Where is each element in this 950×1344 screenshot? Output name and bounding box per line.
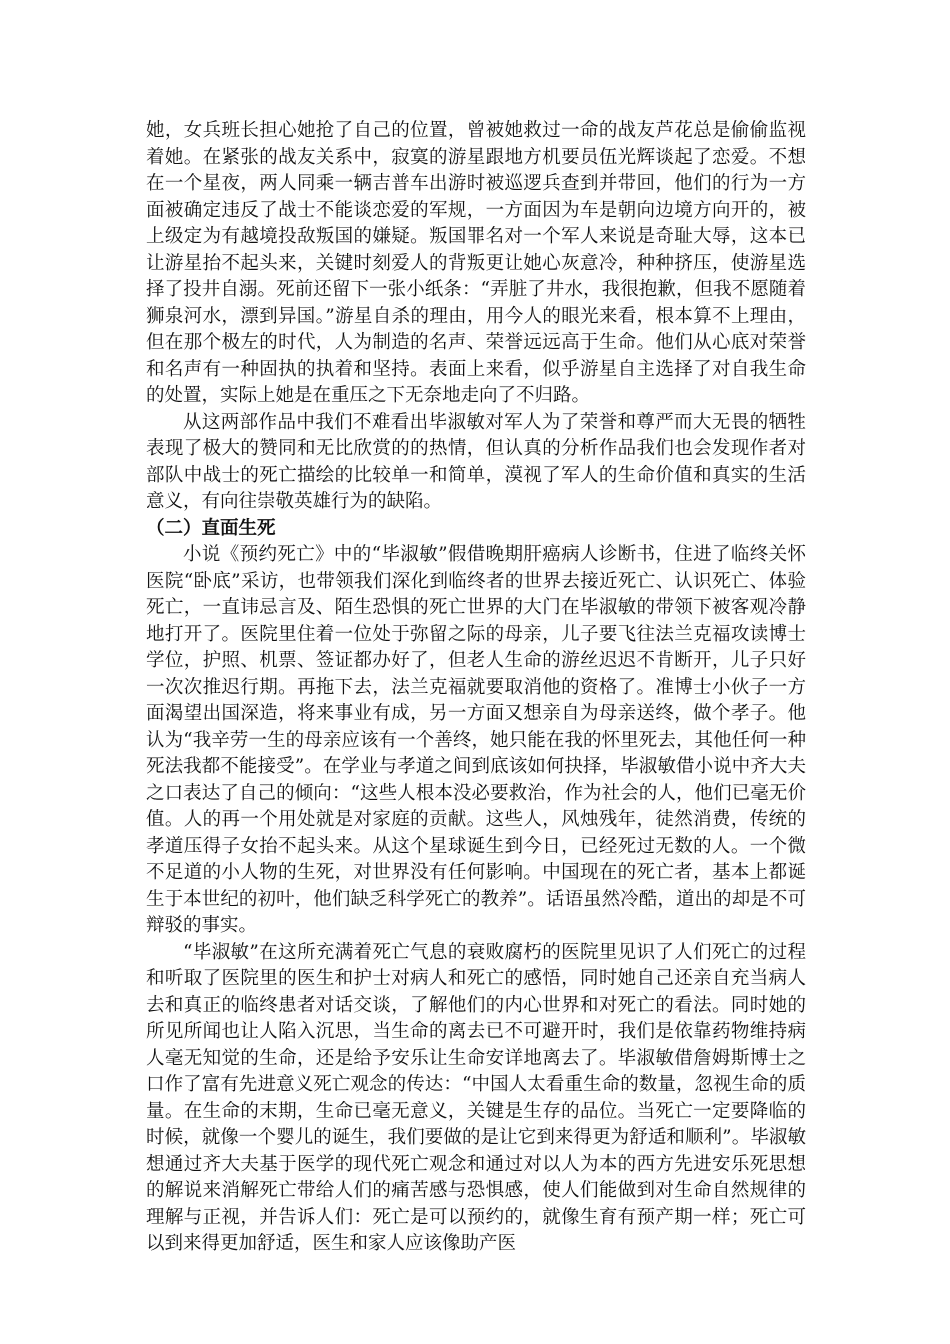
- body-paragraph: 小说《预约死亡》中的“毕淑敏”假借晚期肝癌病人诊断书，住进了临终关怀医院“卧底”采访，也带领我们深化到临终者的世界去接近死亡、认识死亡、体验死亡，一直讳忌言及、陌生恐惧的死亡世界的大门在毕淑敏的带领下被客观冷静地打开了。医院里住着一位处于弥留之际的母亲，儿子要飞往法兰克福攻读博士学位，护照、机票、签证都办好了，但老人生命的游丝迟迟不肯断开，儿子只好一次次推迟行期。再拖下去，法兰克福就要取消他的资格了。准博士小伙子一方面渴望出国深造，将来事业有成，另一方面又想亲自为母亲送终，做个孝子。他认为“我辛劳一生的母亲应该有一个善终，她只能在我的怀里死去，其他任何一种死法我都不能接受”。在学业与孝道之间到底该如何抉择，毕淑敏借小说中齐大夫之口表达了自己的倾向：“这些人根本没必要救治，作为社会的人，他们已毫无价值。人的再一个用处就是对家庭的贡献。这些人，风烛残年，徒然消费，传统的孝道压得子女抬不起头来。从这个星球诞生到今日，已经死过无数的人。一个微不足道的小人物的生死，对世界没有任何影响。中国现在的死亡者，基本上都诞生于本世纪的初叶，他们缺乏科学死亡的教养”。话语虽然冷酷，道出的却是不可辩驳的事实。: [146, 544, 806, 936]
- body-paragraph: “毕淑敏”在这所充满着死亡气息的衰败腐朽的医院里见识了人们死亡的过程和听取了医院里的医生和护士对病人和死亡的感悟，同时她自己还亲自充当病人去和真正的临终患者对话交谈，了解他们的内心世界和对死亡的看法。同时她的所见所闻也让人陷入沉思，当生命的离去已不可避开时，我们是依靠药物维持病人毫无知觉的生命，还是给予安乐让生命安详地离去了。毕淑敏借詹姆斯博士之口作了富有先进意义死亡观念的传达：“中国人太看重生命的数量，忽视生命的质量。在生命的末期，生命已毫无意义，关键是生存的品位。当死亡一定要降临的时候，就像一个婴儿的诞生，我们要做的是让它到来得更为舒适和顺利”。毕淑敏想通过齐大夫基于医学的现代死亡观念和通过对以人为本的西方先进安乐死思想的解说来消解死亡带给人们的痛苦感与恐惧感，使人们能做到对生命自然规律的理解与正视，并告诉人们：死亡是可以预约的，就像生育有预产期一样；死亡可以到来得更加舒适，医生和家人应该像助产医: [146, 941, 806, 1254]
- document-body: [146, 118, 806, 1258]
- body-paragraph: 从这两部作品中我们不难看出毕淑敏对军人为了荣誉和尊严而大无畏的牺牲表现了极大的赞同和无比欣赏的的热情，但认真的分析作品我们也会发现作者对部队中战士的死亡描绘的比较单一和简单，漠视了军人的生命价值和真实的生活意义，有向往崇敬英雄行为的缺陷。: [146, 411, 806, 512]
- section-heading: （二）直面生死: [146, 517, 276, 539]
- body-paragraph: 她，女兵班长担心她抢了自己的位置，曾被她救过一命的战友芦花总是偷偷监视着她。在紧张的战友关系中，寂寞的游星跟地方机要员伍光辉谈起了恋爱。不想在一个星夜，两人同乘一辆吉普车出游时被巡逻兵查到并带回，他们的行为一方面被确定违反了战士不能谈恋爱的军规，一方面因为车是朝向边境方向开的，被上级定为有越境投敌叛国的嫌疑。叛国罪名对一个军人来说是奇耻大辱，这本已让游星抬不起头来，关键时刻爱人的背叛更让她心灰意冷，种种挤压，使游星选择了投井自溺。死前还留下一张小纸条：“弄脏了井水，我很抱歉，但我不愿随着狮泉河水，漂到异国。”游星自杀的理由，用今人的眼光来看，根本算不上理由，但在那个极左的时代，人为制造的名声、荣誉远远高于生命。他们从心底对荣誉和名声有一种固执的执着和坚持。表面上来看，似乎游星自主选择了对自我生命的处置，实际上她是在重压之下无奈地走向了不归路。: [146, 120, 806, 406]
